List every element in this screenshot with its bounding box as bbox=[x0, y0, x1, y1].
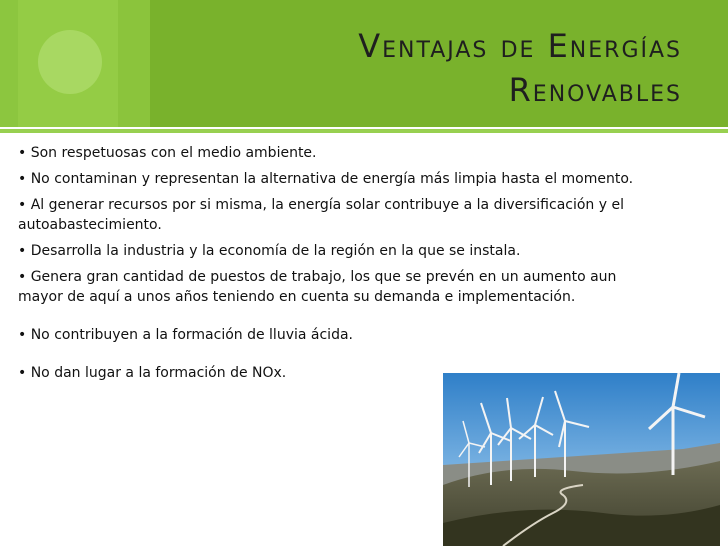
bullet-item: • No dan lugar a la formación de NOx. bbox=[18, 365, 287, 381]
banner-stripe bbox=[118, 0, 150, 127]
bullet-item: • No contaminan y representan la alternativa de energía más limpia hasta el momento. bbox=[18, 171, 634, 187]
wind-turbines-photo bbox=[443, 373, 720, 546]
banner-stripe bbox=[0, 0, 18, 127]
slide-title-line2: Renovables bbox=[508, 71, 682, 109]
slide-title bbox=[222, 24, 682, 112]
bullet-item: • No contribuyen a la formación de lluvia ácida. bbox=[18, 327, 353, 343]
bullet-item: • Desarrolla la industria y la economía de la región en la que se instala. bbox=[18, 243, 521, 259]
bullet-item: • Genera gran cantidad de puestos de trabajo, los que se prevén en un aumento aun mayor de aquí a unos años teniendo en cuenta su demanda e implementación. bbox=[18, 269, 617, 305]
title-banner bbox=[0, 0, 728, 127]
bullet-item: • Al generar recursos por si misma, la energía solar contribuye a la diversificación y el autoabastecimiento. bbox=[18, 197, 624, 233]
bullet-item: • Son respetuosas con el medio ambiente. bbox=[18, 145, 317, 161]
decorative-circle bbox=[38, 30, 102, 94]
slide-title-line1: Ventajas de Energías bbox=[358, 27, 682, 65]
title-divider bbox=[0, 129, 728, 133]
bullet-list bbox=[18, 143, 648, 389]
